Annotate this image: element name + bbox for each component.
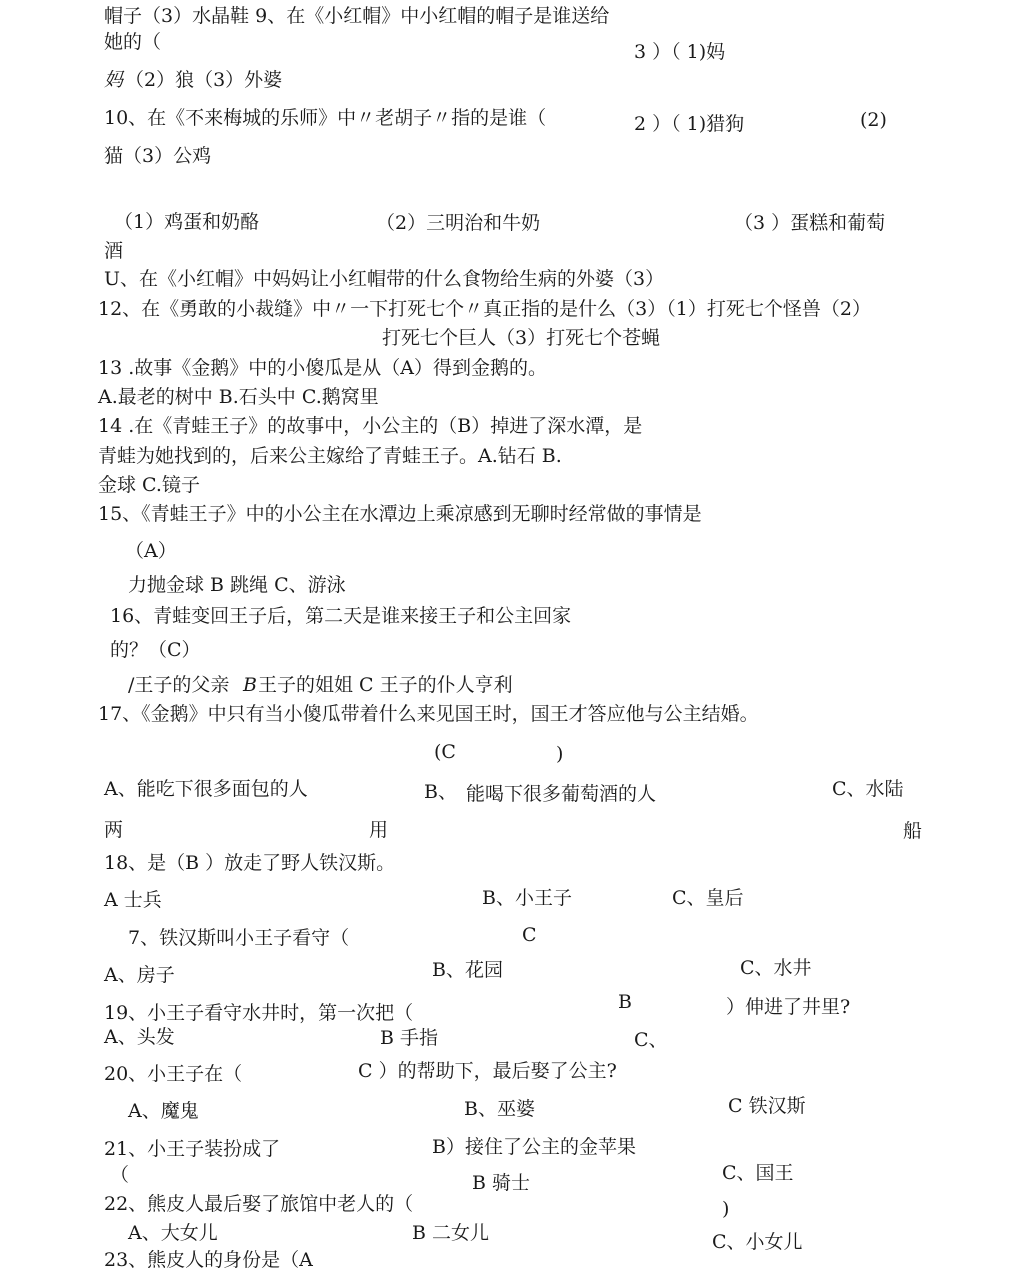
text-line: ) bbox=[556, 743, 564, 765]
text-line: （2）三明治和牛奶 bbox=[376, 212, 541, 234]
text-line: (2) bbox=[860, 109, 887, 131]
text-line: 20、小王子在（ bbox=[104, 1063, 243, 1085]
text-line: ) bbox=[722, 1198, 730, 1220]
text-line: C、皇后 bbox=[672, 887, 744, 909]
text-line: 猫（3）公鸡 bbox=[104, 145, 212, 167]
text-line: 12、在《勇敢的小裁缝》中〃一下打死七个〃真正指的是什么（3）（1）打死七个怪兽（2） bbox=[98, 298, 871, 320]
text-line: 16、青蛙变回王子后，第二天是谁来接王子和公主回家 bbox=[110, 605, 572, 627]
text-line: C ）的帮助下，最后娶了公主? bbox=[358, 1060, 617, 1082]
text-line: 2 ）（ 1)猎狗 bbox=[634, 113, 745, 135]
text-line: 青蛙为她找到的，后来公主嫁给了青蛙王子。A.钻石 B. bbox=[98, 445, 562, 467]
text-line: B）接住了公主的金苹果 bbox=[432, 1136, 636, 1158]
text-line: C bbox=[522, 924, 537, 946]
text-line: B bbox=[243, 674, 257, 696]
text-line: B 手指 bbox=[380, 1027, 439, 1049]
text-line: U、在《小红帽》中妈妈让小红帽带的什么食物给生病的外婆（3） bbox=[104, 268, 665, 290]
text-line: B、巫婆 bbox=[464, 1098, 535, 1120]
text-line: (C bbox=[434, 741, 456, 763]
text-line: C、小女儿 bbox=[712, 1231, 803, 1253]
text-line: C、水井 bbox=[740, 957, 812, 979]
text-line: （A） bbox=[125, 540, 177, 562]
text-line: 的？（C） bbox=[110, 639, 201, 661]
text-line: A、头发 bbox=[104, 1026, 175, 1048]
text-line: 23、熊皮人的身份是（A bbox=[104, 1249, 313, 1271]
text-line: C、水陆 bbox=[832, 778, 904, 800]
text-line: （ bbox=[110, 1164, 130, 1186]
text-line: C、 bbox=[634, 1029, 668, 1051]
text-line: A 士兵 bbox=[104, 889, 162, 911]
text-line: A、大女儿 bbox=[128, 1222, 218, 1244]
text-line: 17、《金鹅》中只有当小傻瓜带着什么来见国王时，国王才答应他与公主结婚。 bbox=[98, 703, 759, 725]
text-line: 船 bbox=[903, 820, 923, 842]
text-line: A.最老的树中 B.石头中 C.鹅窝里 bbox=[98, 386, 379, 408]
text-line: C、国王 bbox=[722, 1162, 794, 1184]
text-line: B、 bbox=[424, 781, 457, 803]
text-line: 帽子（3）水晶鞋 9、在《小红帽》中小红帽的帽子是谁送给 bbox=[104, 5, 610, 27]
text-line: 用 bbox=[369, 819, 389, 841]
text-line: 10、在《不来梅城的乐师》中〃老胡子〃指的是谁（ bbox=[104, 107, 547, 129]
text-line: 13 .故事《金鹅》中的小傻瓜是从（A）得到金鹅的。 bbox=[98, 357, 547, 379]
text-line: 打死七个巨人（3）打死七个苍蝇 bbox=[382, 327, 661, 349]
text-line: 15、《青蛙王子》中的小公主在水潭边上乘凉感到无聊时经常做的事情是 bbox=[98, 503, 702, 525]
text-line: B、小王子 bbox=[482, 887, 572, 909]
text-line: B 骑士 bbox=[472, 1172, 531, 1194]
text-line: A、能吃下很多面包的人 bbox=[104, 778, 308, 800]
text-line: B bbox=[618, 991, 632, 1013]
text-line: 19、小王子看守水井时，第一次把（ bbox=[104, 1002, 414, 1024]
text-line: /王子的父亲 bbox=[128, 674, 230, 696]
text-line: B 二女儿 bbox=[412, 1222, 490, 1244]
text-line: （3 ）蛋糕和葡萄 bbox=[734, 212, 886, 234]
text-line: A、魔鬼 bbox=[128, 1100, 199, 1122]
text-line: 王子的姐姐 C 王子的仆人亨利 bbox=[258, 674, 513, 696]
text-line: 两 bbox=[104, 819, 124, 841]
text-line: ）伸进了井里? bbox=[726, 996, 851, 1018]
text-line: 7、铁汉斯叫小王子看守（ bbox=[128, 927, 350, 949]
text-line: B、花园 bbox=[432, 959, 503, 981]
text-line: （2）狼（3）外婆 bbox=[125, 69, 283, 91]
text-line: 21、小王子装扮成了 bbox=[104, 1138, 281, 1160]
text-line: 22、熊皮人最后娶了旅馆中老人的（ bbox=[104, 1193, 414, 1215]
text-line: A、房子 bbox=[104, 964, 175, 986]
text-line: 她的（ bbox=[104, 31, 162, 53]
text-line: 金球 C.镜子 bbox=[98, 474, 200, 496]
text-line: 力抛金球 B 跳绳 C、游泳 bbox=[128, 574, 346, 596]
text-line: 14 .在《青蛙王子》的故事中，小公主的（B）掉进了深水潭，是 bbox=[98, 415, 643, 437]
text-line: 3 ）（ 1)妈 bbox=[634, 41, 726, 63]
text-line: 妈 bbox=[104, 69, 124, 91]
text-line: C 铁汉斯 bbox=[728, 1095, 806, 1117]
text-line: （1）鸡蛋和奶酪 bbox=[114, 211, 260, 233]
text-line: 18、是（B ）放走了野人铁汉斯。 bbox=[104, 852, 396, 874]
text-line: 能喝下很多葡萄酒的人 bbox=[466, 783, 657, 805]
text-line: 酒 bbox=[104, 240, 124, 262]
